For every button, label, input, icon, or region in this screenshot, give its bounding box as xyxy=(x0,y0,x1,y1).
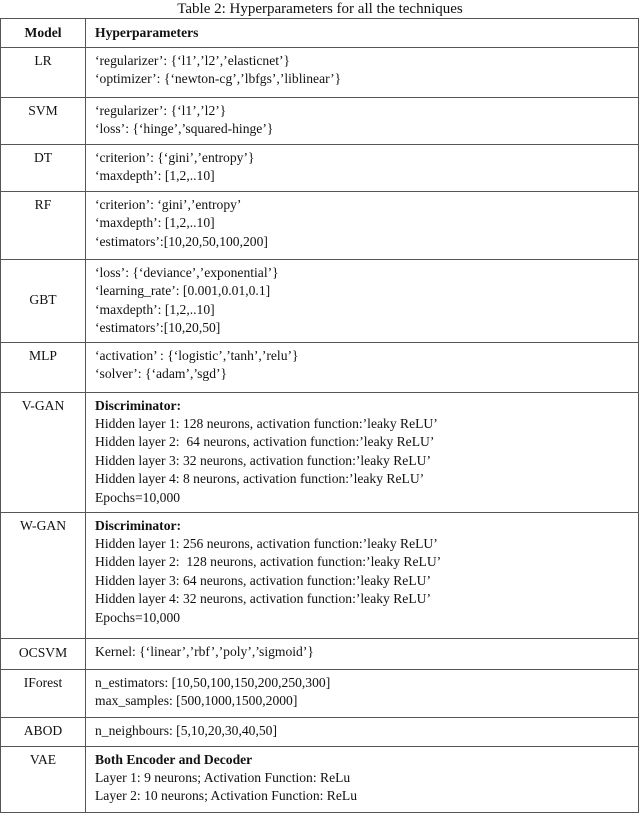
param-line: max_samples: [500,1000,1500,2000] xyxy=(95,693,298,709)
param-line: Hidden layer 2: 64 neurons, activation function:’leaky ReLU’ xyxy=(95,434,435,450)
section-heading: Both Encoder and Decoder xyxy=(95,751,253,767)
table-row xyxy=(1,717,639,746)
hyperparameters-cell xyxy=(86,98,639,145)
param-line: ‘loss’: {‘deviance’,’exponential’} xyxy=(95,265,279,280)
model-cell: OCSVM xyxy=(1,638,86,669)
section-heading: Discriminator: xyxy=(95,517,182,533)
model-cell: ABOD xyxy=(1,717,86,746)
hyperparameters-cell xyxy=(86,638,639,669)
column-header-hyperparameters: Hyperparameters xyxy=(86,19,639,48)
table-row xyxy=(1,48,639,98)
param-line: ‘loss’: {‘hinge’,’squared-hinge’} xyxy=(95,121,274,137)
param-line: n_neighbours: [5,10,20,30,40,50] xyxy=(95,722,277,738)
param-line: Hidden layer 2: 128 neurons, activation function:’leaky ReLU’ xyxy=(95,554,442,570)
model-cell: LR xyxy=(1,48,86,98)
param-line: ‘regularizer’: {‘l1’,’l2’,’elasticnet’} xyxy=(95,53,291,68)
hyperparameters-cell xyxy=(86,512,639,638)
hyperparameters-cell xyxy=(86,192,639,260)
param-line: ‘learning_rate’: [0.001,0.01,0.1] xyxy=(95,283,271,299)
param-line: ‘regularizer’: {‘l1’,’l2’} xyxy=(95,103,227,118)
table-row xyxy=(1,342,639,392)
param-line: Epochs=10,000 xyxy=(95,489,181,505)
param-line: Hidden layer 4: 32 neurons, activation function:’leaky ReLU’ xyxy=(95,591,431,607)
model-cell: V-GAN xyxy=(1,392,86,512)
param-line: n_estimators: [10,50,100,150,200,250,300] xyxy=(95,674,331,690)
model-cell: GBT xyxy=(1,260,86,343)
table-row xyxy=(1,145,639,192)
param-line: ‘maxdepth’: [1,2,..10] xyxy=(95,301,215,317)
table-row xyxy=(1,192,639,260)
table-row xyxy=(1,512,639,638)
hyperparameters-cell xyxy=(86,342,639,392)
table-row xyxy=(1,392,639,512)
table-row xyxy=(1,746,639,812)
table-row xyxy=(1,98,639,145)
param-line: ‘solver’: {‘adam’,’sgd’} xyxy=(95,366,228,382)
model-cell: VAE xyxy=(1,746,86,812)
model-cell: DT xyxy=(1,145,86,192)
hyperparameters-cell xyxy=(86,48,639,98)
hyperparameters-cell xyxy=(86,746,639,812)
table-caption: Table 2: Hyperparameters for all the techniques xyxy=(177,1,463,17)
table-header-row xyxy=(1,19,639,48)
hyperparameters-table xyxy=(0,18,639,813)
param-line: Hidden layer 4: 8 neurons, activation function:’leaky ReLU’ xyxy=(95,471,425,487)
model-cell: IForest xyxy=(1,669,86,717)
param-line: ‘maxdepth’: [1,2,..10] xyxy=(95,215,215,231)
model-cell: RF xyxy=(1,192,86,260)
param-line: Epochs=10,000 xyxy=(95,609,181,625)
column-header-model: Model xyxy=(1,19,86,48)
param-line: Kernel: {‘linear’,’rbf’,’poly’,’sigmoid’} xyxy=(95,643,314,659)
param-line: ‘estimators’:[10,20,50] xyxy=(95,320,221,336)
param-line: ‘criterion’: {‘gini’,’entropy’} xyxy=(95,150,255,165)
model-cell: W-GAN xyxy=(1,512,86,638)
param-line: Hidden layer 1: 128 neurons, activation function:’leaky ReLU’ xyxy=(95,416,438,432)
param-line: Hidden layer 3: 32 neurons, activation function:’leaky ReLU’ xyxy=(95,452,431,468)
model-cell: MLP xyxy=(1,342,86,392)
param-line: ‘criterion’: ‘gini’,’entropy’ xyxy=(95,197,242,212)
param-line: ‘estimators’:[10,20,50,100,200] xyxy=(95,233,268,249)
hyperparameters-cell xyxy=(86,145,639,192)
hyperparameters-cell xyxy=(86,717,639,746)
param-line: ‘optimizer’: {‘newton-cg’,’lbfgs’,’liblinear’} xyxy=(95,71,342,87)
param-line: Layer 2: 10 neurons; Activation Function: ReLu xyxy=(95,788,358,804)
hyperparameters-cell xyxy=(86,260,639,343)
param-line: Hidden layer 3: 64 neurons, activation function:’leaky ReLU’ xyxy=(95,572,431,588)
section-heading: Discriminator: xyxy=(95,397,182,413)
model-cell: SVM xyxy=(1,98,86,145)
param-line: Layer 1: 9 neurons; Activation Function: ReLu xyxy=(95,770,351,786)
param-line: ‘activation’ : {‘logistic’,’tanh’,’relu’} xyxy=(95,347,299,363)
hyperparameters-cell xyxy=(86,392,639,512)
param-line: ‘maxdepth’: [1,2,..10] xyxy=(95,168,215,184)
table-row xyxy=(1,638,639,669)
param-line: Hidden layer 1: 256 neurons, activation function:’leaky ReLU’ xyxy=(95,536,438,552)
table-row xyxy=(1,260,639,343)
hyperparameters-cell xyxy=(86,669,639,717)
table-row xyxy=(1,669,639,717)
